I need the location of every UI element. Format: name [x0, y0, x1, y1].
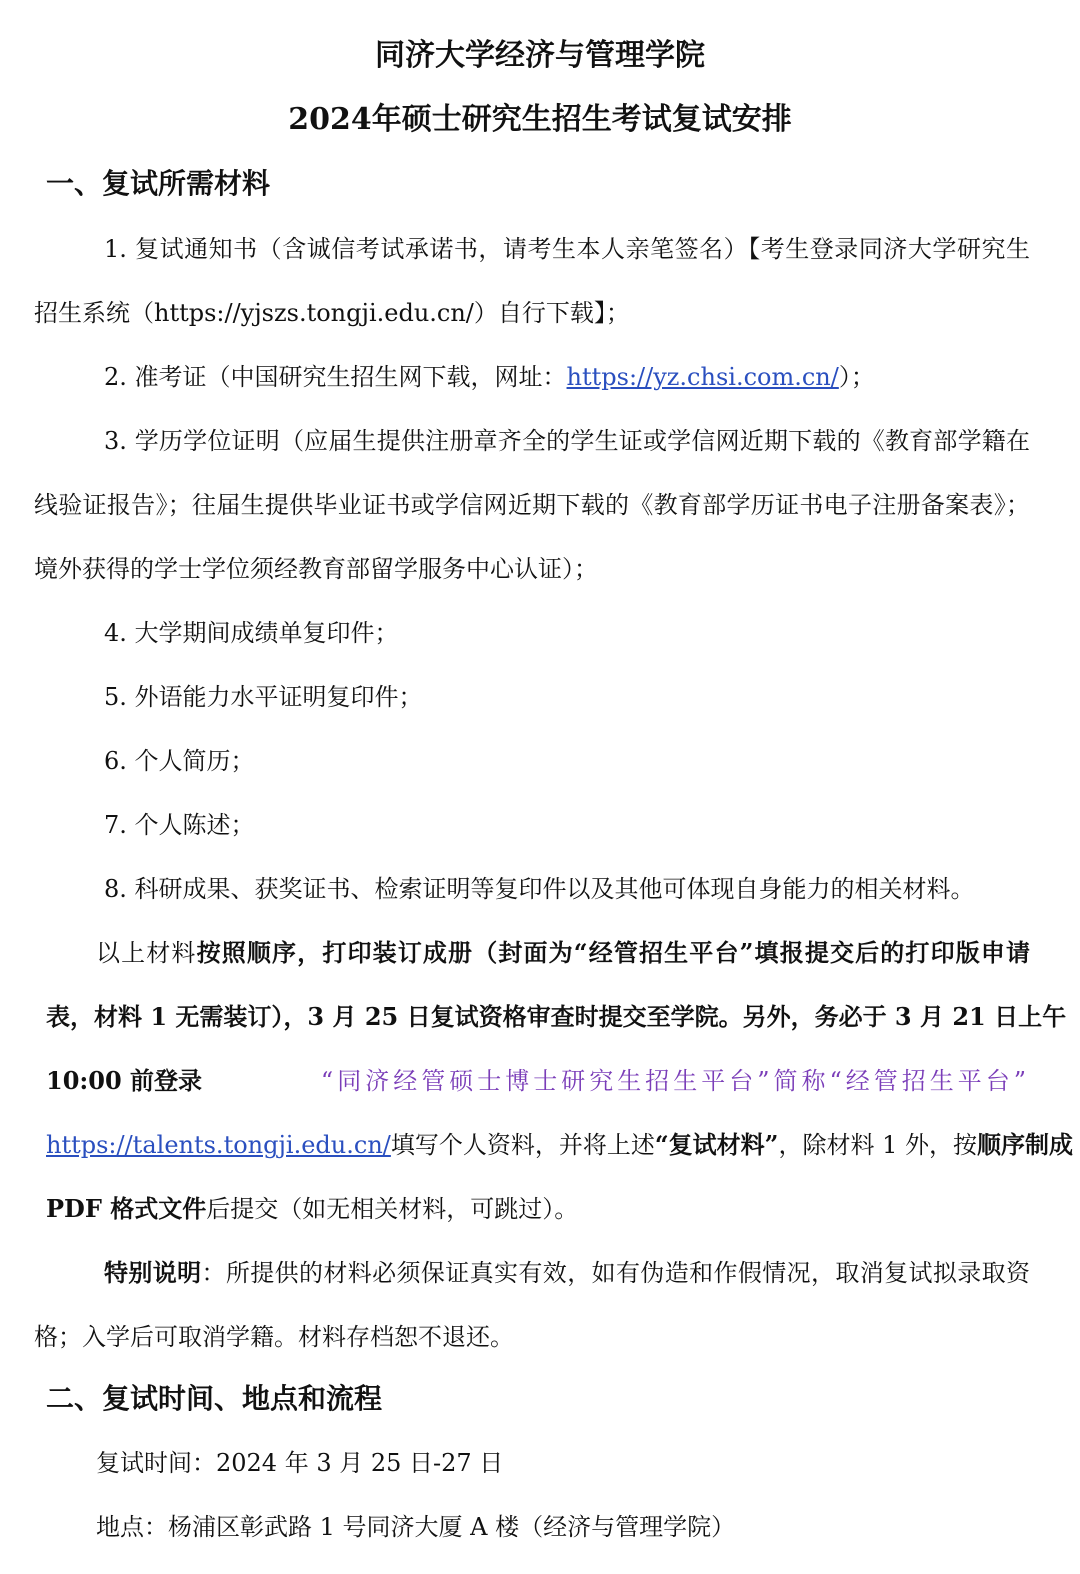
deadline-time: 10:00 前登录: [46, 1066, 203, 1095]
item-1-line-2: 招生系统（https://yjszs.tongji.edu.cn/）自行下载】；: [34, 299, 630, 327]
item-2: [104, 360, 875, 394]
para-line-1-bold: 按照顺序，打印装订成册（封面为“经管招生平台”填报提交后的打印版申请: [196, 938, 1031, 967]
para-line-5-rest: 后提交（如无相关材料，可跳过）。: [206, 1195, 579, 1223]
chsi-link[interactable]: https://yz.chsi.com.cn/: [566, 363, 839, 391]
submission-paragraph-line-4: [46, 1128, 1073, 1162]
item-2-prefix: 2. 准考证（中国研究生招生网下载，网址：: [104, 363, 567, 391]
section-heading-schedule: 二、复试时间、地点和流程: [46, 1382, 383, 1415]
section-heading-materials: 一、复试所需材料: [46, 167, 271, 200]
item-3-line-3: 境外获得的学士学位须经教育部留学服务中心认证）；: [34, 555, 598, 583]
item-3-line-1: 3. 学历学位证明（应届生提供注册章齐全的学生证或学信网近期下载的《教育部学籍在: [104, 427, 1030, 455]
submission-paragraph-line-2: 表，材料 1 无需装订），3 月 25 日复试资格审查时提交至学院。另外，务必于 3 月 21 日上午: [46, 1002, 1067, 1031]
interview-time: 复试时间：2024 年 3 月 25 日-27 日: [96, 1449, 504, 1477]
pdf-format: PDF 格式文件: [46, 1194, 207, 1223]
item-5: 5. 外语能力水平证明复印件；: [104, 683, 423, 711]
talents-link[interactable]: https://talents.tongji.edu.cn/: [46, 1131, 391, 1159]
special-note-line-2: 格；入学后可取消学籍。材料存档恕不退还。: [34, 1323, 514, 1351]
para-line-4-a: 填写个人资料，并将上述: [390, 1131, 655, 1159]
para-line-4-bold-2: 顺序制成: [977, 1130, 1073, 1159]
item-6: 6. 个人简历；: [104, 747, 255, 775]
item-8: 8. 科研成果、获奖证书、检索证明等复印件以及其他可体现自身能力的相关材料。: [104, 875, 975, 903]
document-title: 同济大学经济与管理学院: [375, 38, 705, 73]
para-line-4-bold: “复试材料”: [654, 1130, 779, 1159]
submission-paragraph-line-3: [46, 1064, 1030, 1098]
document-subtitle: 2024年硕士研究生招生考试复试安排: [288, 102, 792, 137]
special-note-text: ：所提供的材料必须保证真实有效，如有伪造和作假情况，取消复试拟录取资: [201, 1259, 1030, 1287]
item-2-suffix: ）；: [838, 363, 875, 391]
item-1-line-1: 1. 复试通知书（含诚信考试承诺书，请考生本人亲笔签名）【考生登录同济大学研究生: [104, 235, 1030, 263]
submission-paragraph-line-1: [96, 936, 1030, 970]
item-3-line-2: 线验证报告》；往届生提供毕业证书或学信网近期下载的《教育部学历证书电子注册备案表》；: [34, 491, 1030, 519]
submission-paragraph-line-5: [46, 1192, 578, 1226]
item-7: 7. 个人陈述；: [104, 811, 255, 839]
special-note-label: 特别说明: [104, 1258, 202, 1287]
para-line-4-b: ，除材料 1 外，按: [778, 1131, 977, 1159]
platform-name: “同济经管硕士博士研究生招生平台”简称“经管招生平台”: [320, 1067, 1030, 1095]
para-line-1-normal: 以上材料: [96, 939, 197, 967]
interview-location: 地点：杨浦区彰武路 1 号同济大厦 A 楼（经济与管理学院）: [96, 1513, 736, 1541]
item-4: 4. 大学期间成绩单复印件；: [104, 619, 399, 647]
special-note-line-1: [104, 1256, 1030, 1290]
